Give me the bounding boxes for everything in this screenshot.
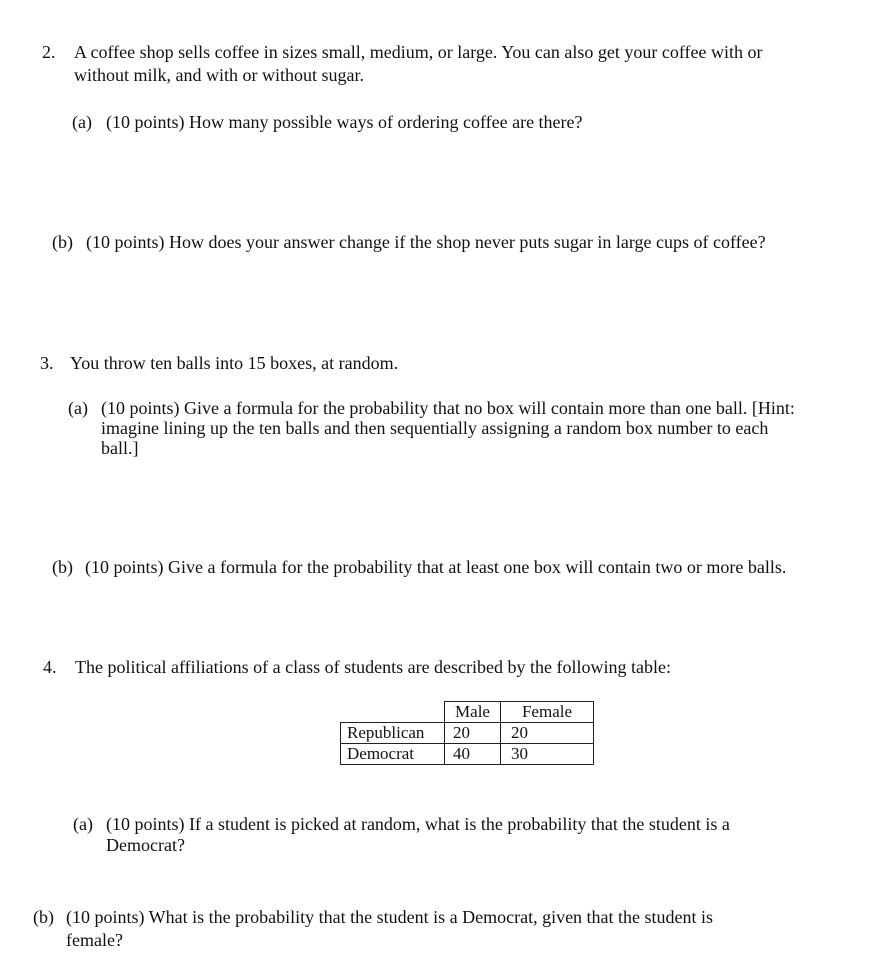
question-number: 2. (42, 42, 56, 62)
table-cell: 20 (501, 723, 594, 744)
table-row (341, 723, 594, 744)
table-cell: 40 (445, 744, 501, 765)
part-label: (a) (68, 398, 88, 418)
table-header-cell: Male (445, 702, 501, 723)
question-text-line: A coffee shop sells coffee in sizes small, medium, or large. You can also get your coffee with or (74, 42, 763, 62)
table-header-row (341, 702, 594, 723)
table-row-label: Republican (341, 723, 445, 744)
question-text-line: You throw ten balls into 15 boxes, at random. (70, 353, 399, 373)
part-text-line: ball.] (101, 438, 139, 458)
part-text-line: (10 points) What is the probability that the student is a Democrat, given that the student is (66, 907, 714, 927)
question-text-line: without milk, and with or without sugar. (74, 65, 364, 85)
table-corner-cell (341, 702, 445, 723)
part-label: (a) (72, 112, 92, 132)
table-row-label: Democrat (341, 744, 445, 765)
table-header-cell: Female (501, 702, 594, 723)
part-text-line: (10 points) Give a formula for the probability that no box will contain more than one ball. [Hint: (101, 398, 795, 418)
part-text: (10 points) Give a formula for the probability that at least one box will contain two or more balls. (85, 557, 787, 577)
part-text-line: Democrat? (106, 835, 185, 855)
part-label: (b) (52, 232, 73, 252)
question-number: 3. (40, 353, 54, 373)
part-text-line: imagine lining up the ten balls and then sequentially assigning a random box number to each (101, 418, 769, 438)
part-text-line: female? (66, 930, 123, 950)
affiliation-table (340, 701, 594, 765)
question-number: 4. (43, 657, 57, 677)
part-label: (b) (33, 907, 54, 927)
question-text-line: The political affiliations of a class of students are described by the following table: (75, 657, 671, 677)
table-cell: 20 (445, 723, 501, 744)
table-cell: 30 (501, 744, 594, 765)
part-label: (b) (52, 557, 73, 577)
part-label: (a) (73, 814, 93, 834)
part-text: (10 points) How many possible ways of ordering coffee are there? (106, 112, 583, 132)
table-row (341, 744, 594, 765)
part-text: (10 points) How does your answer change if the shop never puts sugar in large cups of coffee? (86, 232, 766, 252)
part-text-line: (10 points) If a student is picked at random, what is the probability that the student is a (106, 814, 730, 834)
